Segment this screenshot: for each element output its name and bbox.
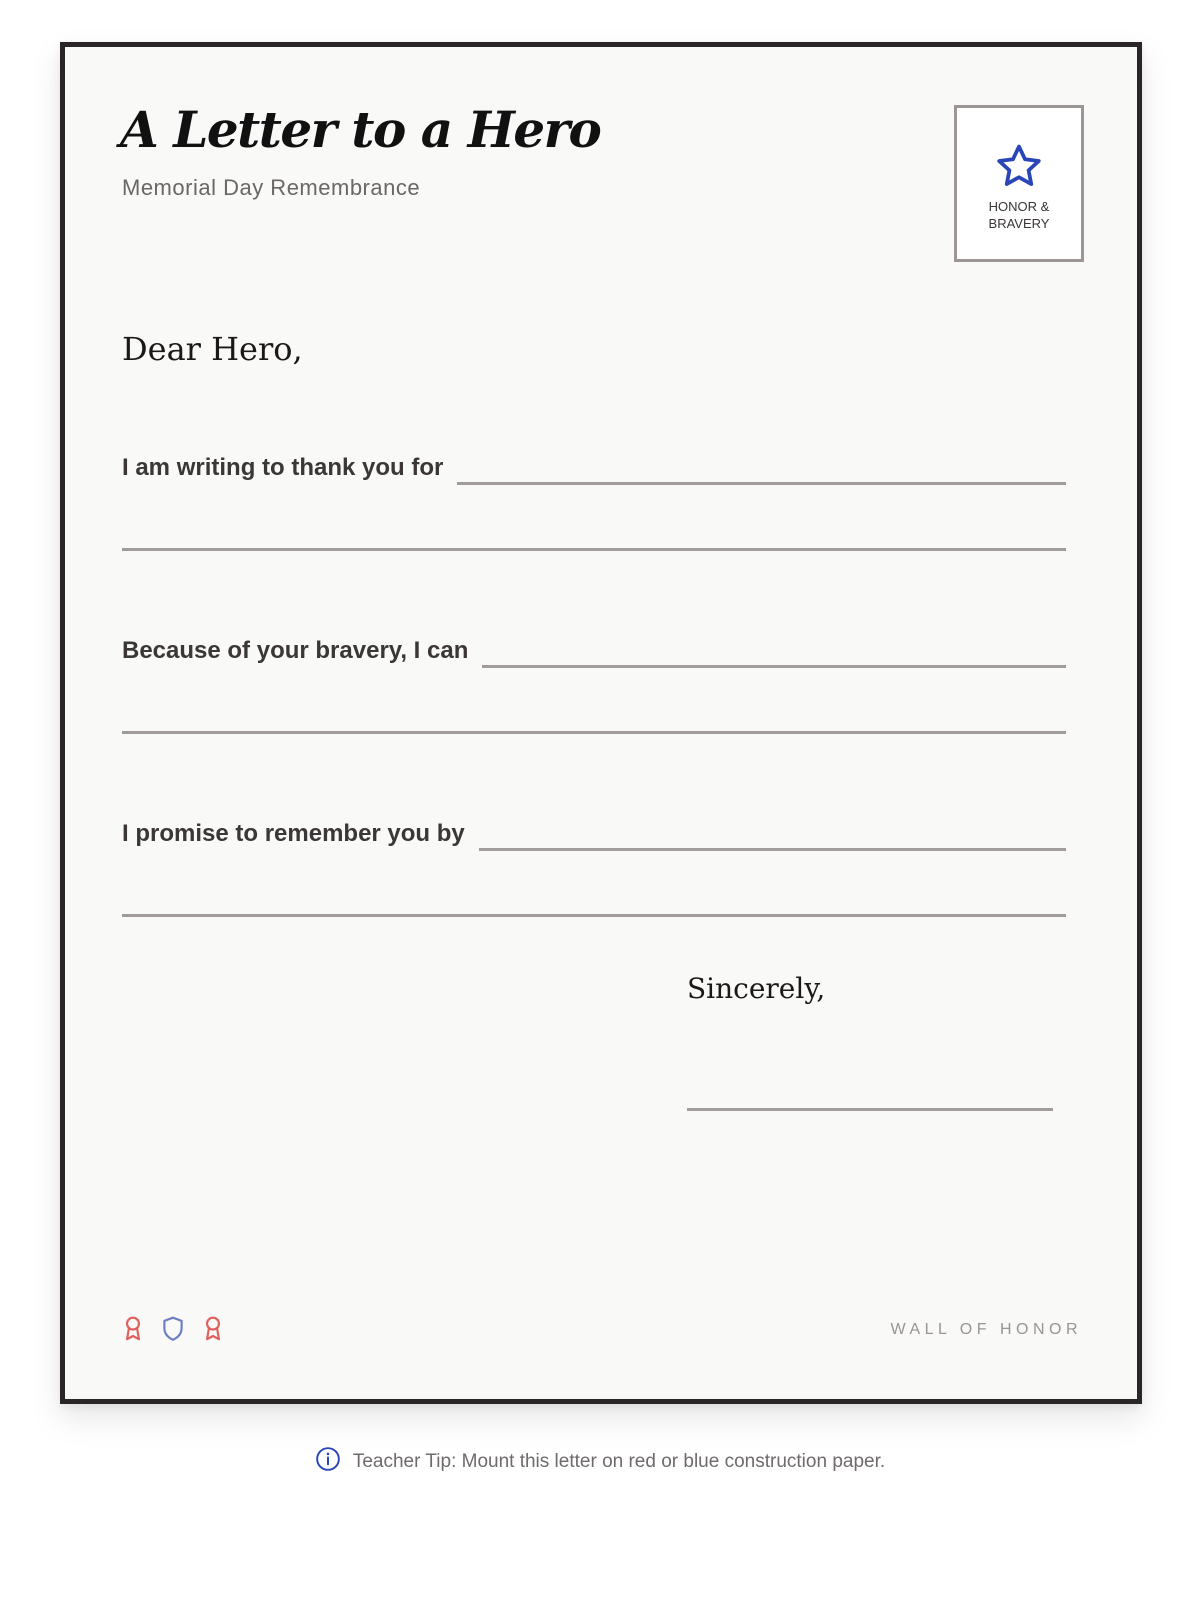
tip-text: Teacher Tip: Mount this letter on red or blue construction paper. (352, 1450, 886, 1472)
prompt-bravery (122, 636, 1066, 666)
writing-line[interactable] (479, 848, 1066, 851)
prompt-label: Because of your bravery, I can (122, 637, 469, 664)
shield-icon (160, 1315, 186, 1343)
award-icon (120, 1315, 146, 1343)
signature-line[interactable] (687, 1108, 1053, 1111)
letter-title: A Letter to a Hero (120, 100, 601, 159)
award-icon (200, 1315, 226, 1343)
writing-line[interactable] (122, 731, 1066, 734)
honor-stamp (954, 105, 1084, 262)
writing-line[interactable] (482, 665, 1066, 668)
writing-line[interactable] (457, 482, 1066, 485)
writing-line[interactable] (122, 914, 1066, 917)
teacher-tip (0, 1446, 1200, 1477)
prompt-remember (122, 819, 1066, 849)
prompt-label: I promise to remember you by (122, 820, 465, 847)
wall-of-honor-label: WALL OF HONOR (890, 1321, 1082, 1338)
letter-subtitle: Memorial Day Remembrance (122, 175, 421, 200)
letter-card (60, 42, 1142, 1404)
greeting: Dear Hero, (122, 330, 303, 368)
prompt-label: I am writing to thank you for (122, 454, 444, 481)
prompt-thank-you (122, 453, 1066, 483)
writing-line[interactable] (122, 548, 1066, 551)
stamp-label: HONOR & BRAVERY (988, 198, 1050, 231)
footer-icons (120, 1315, 226, 1343)
info-icon (315, 1446, 341, 1477)
star-icon (993, 136, 1045, 192)
closing: Sincerely, (687, 972, 826, 1005)
